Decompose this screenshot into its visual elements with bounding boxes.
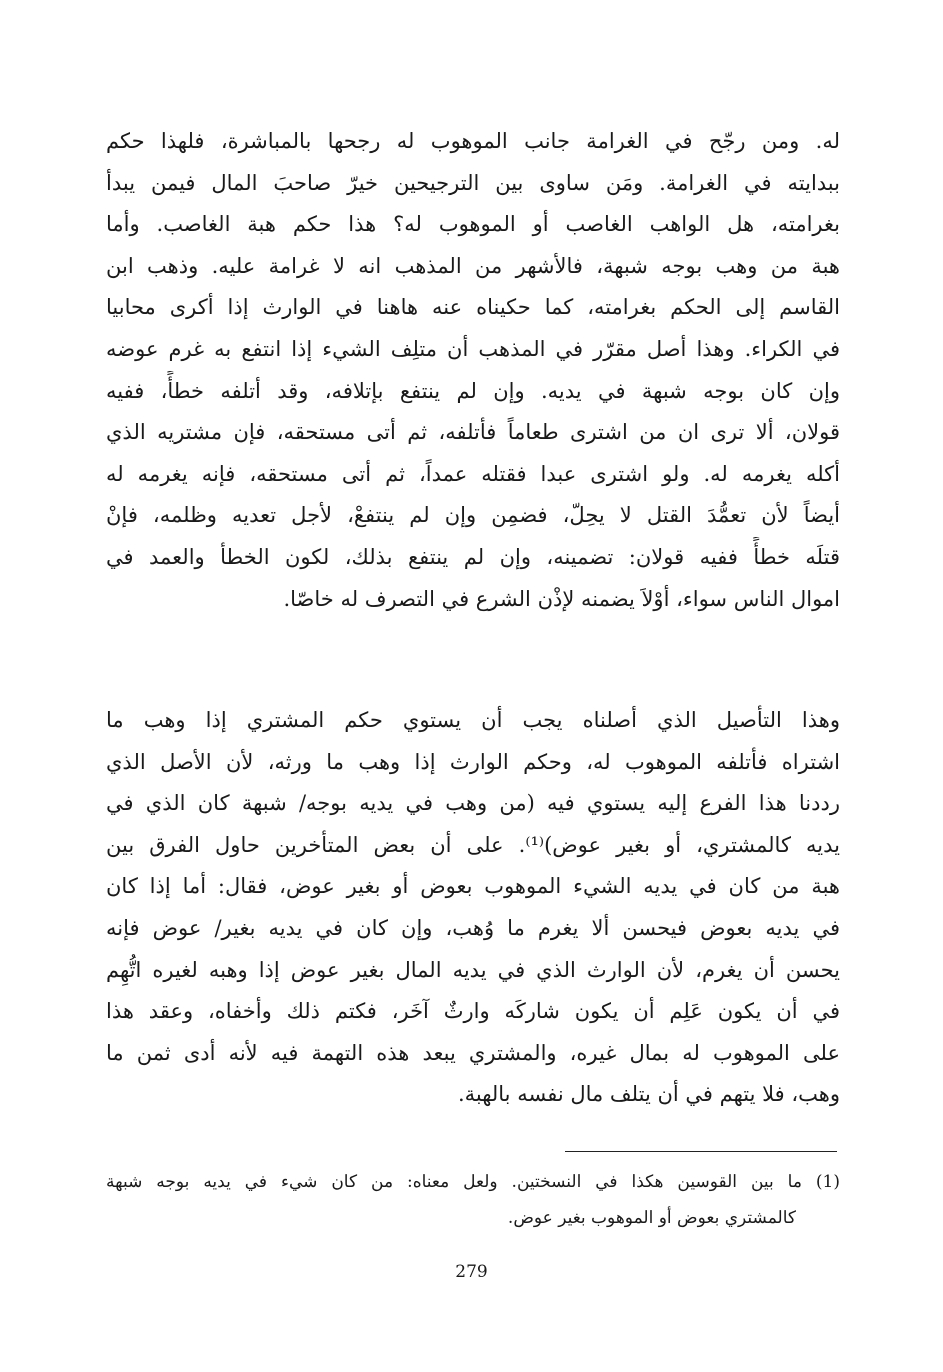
footnote [106, 1164, 840, 1236]
text-line: يحسن أن يغرم، لأن الوارث الذي في يديه المال بغير عوض إذا وهبه لغيره اتُّهِم [106, 957, 840, 982]
text-line: بغرامته، هل الواهب الغاصب أو الموهوب له؟ هذا حكم هبة الغاصب. وأما [106, 212, 840, 237]
text-line: أيضاً لأن تعمُّدَ القتل لا يحِلّ، فضمِن وإن لم ينتفعْ، لأجل تعديه وظلمه، فإنْ [106, 503, 840, 528]
footnote-line: (1) ما بين القوسين هكذا في النسختين. ولعل معناه: من كان شيء في يديه بوجه شبهة [106, 1172, 840, 1192]
text-line: في يديه بعوض فيحسن ألا يغرم ما وُهب، وإن كان في يديه بغير/ عوض فإنه [106, 915, 840, 940]
text-line: قولان، ألا ترى ان من اشترى طعاماً فأتلفه، ثم أتى مستحقه، فإن مشتريه الذي [106, 420, 840, 445]
text-line: في أن يكون عَلِم أن يكون شاركَه وارثٌ آخَر، فكتم ذلك وأخفاه، وعقد هذا [106, 999, 840, 1024]
text-line: رددنا هذا الفرع إليه يستوي فيه (من وهب في يديه بوجه/ شبهة كان الذي في [106, 791, 840, 816]
text-line: قتلَه خطأً ففيه قولان: تضمينه، وإن لم ينتفع بذلك، لكون الخطأ والعمد في [106, 544, 840, 569]
text-line: على الموهوب له بمال غيره، والمشتري يبعد هذه التهمة فيه لأنه أدى ثمن ما [106, 1040, 840, 1065]
text-line: وهذا التأصيل الذي أصلناه يجب أن يستوي حكم المشتري إذا وهب ما [106, 708, 840, 732]
text-line: وهب، فلا يتهم في أن يتلف مال نفسه بالهبة. [457, 1082, 840, 1107]
footnote-divider [565, 1151, 837, 1152]
text-line: أكله يغرمه له. ولو اشترى عبدا فقتله عمداً، ثم أتى مستحقه، فإنه يغرمه له [106, 461, 840, 486]
footnote-line: كالمشتري بعوض أو الموهوب بغير عوض. [507, 1208, 796, 1228]
text-line: القاسم إلى الحكم بغرامته، كما حكيناه عنه هاهنا في الوارث إذا أكرى محابيا [106, 295, 840, 320]
text-line: له. ومن رجّح في الغرامة جانب الموهوب له رجحها بالمباشرة، فلهذا حكم [106, 129, 840, 153]
text-line: يديه كالمشتري، أو بغير عوض)⁽¹⁾. على أن بعض المتأخرين حاول الفرق بين [106, 832, 840, 857]
text-line: في الكراء. وهذا أصل مقرّر في المذهب أن متلِف الشيء إذا انتفع به غرم عوضه [106, 336, 840, 361]
text-line: اشتراه فأتلفه الموهوب له، وحكم الوارث إذا وهب ما ورثه، لأن الأصل الذي [106, 749, 840, 774]
text-line: وإن كان بوجه شبهة في يديه. وإن لم ينتفع بإتلافه، وقد أتلفه خطأً، ففيه [106, 378, 840, 403]
text-line: اموال الناس سواء، أوْلاَ يضمنه لإذْن الشرع في التصرف له خاصّا. [283, 586, 840, 611]
paragraph-1 [106, 121, 840, 620]
page-number: 279 [455, 1262, 488, 1282]
paragraph-2 [106, 700, 840, 1116]
text-line: هبة من كان في يديه الشيء الموهوب بعوض أو بغير عوض، فقال: أما إذا كان [106, 874, 840, 899]
text-line: ببدايته في الغرامة. ومَن ساوى بين الترجيحين خيرّ صاحبَ المال فيمن يبدأ [106, 170, 840, 195]
text-line: هبة من وهب بوجه شبهة، فالأشهر من المذهب انه لا غرامة عليه. وذهب ابن [106, 253, 840, 278]
